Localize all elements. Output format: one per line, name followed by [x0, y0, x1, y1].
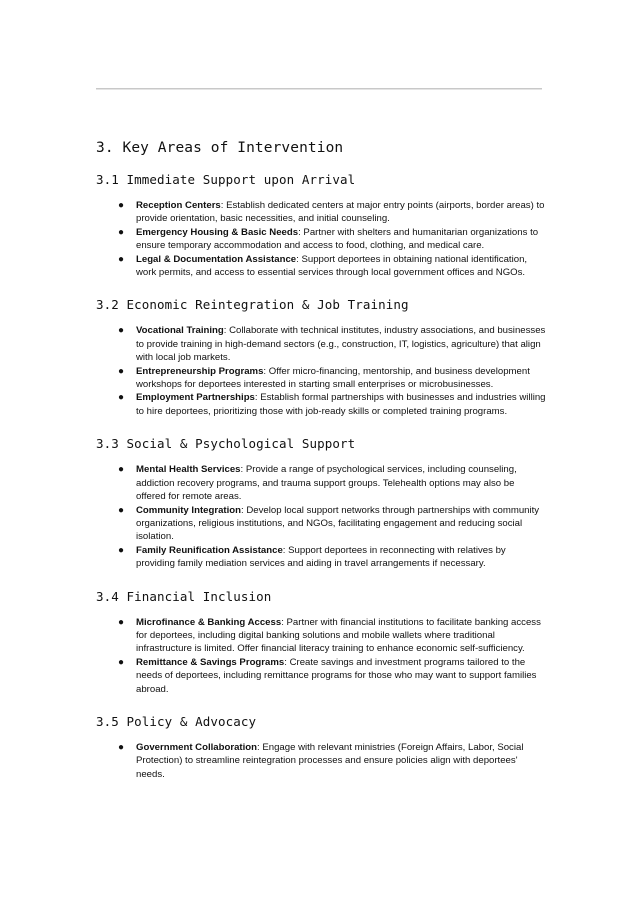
bullet-icon: ● — [118, 325, 125, 337]
bullet-list-3-2 — [96, 324, 546, 418]
bullet-icon: ● — [118, 544, 125, 556]
list-item — [96, 463, 546, 503]
bullet-list-3-1 — [96, 199, 546, 279]
section-heading-3-4: 3.4 Financial Inclusion — [96, 588, 272, 604]
bullet-icon: ● — [118, 392, 125, 404]
bullet-icon: ● — [118, 365, 125, 377]
bullet-icon: ● — [118, 504, 125, 516]
item-text: : Provide a range of psychological services, including counseling, addiction recovery programs, and trauma support groups. Telehealth options may also be offered for remote areas. — [136, 464, 517, 503]
item-term: Microfinance & Banking Access — [136, 616, 282, 628]
section-heading-3-1: 3.1 Immediate Support upon Arrival — [96, 172, 356, 187]
section-heading-3-3: 3.3 Social & Psychological Support — [96, 436, 356, 452]
item-text: : Offer micro-financing, mentorship, and business development workshops for deportees interested in starting small enterprises or microbusinesses. — [136, 365, 530, 391]
bullet-icon: ● — [118, 226, 125, 238]
item-text: : Support deportees in reconnecting with relatives by providing family mediation services and aiding in travel arrangements if necessary. — [136, 544, 506, 570]
bullet-icon: ● — [118, 253, 125, 265]
list-item — [96, 253, 546, 280]
list-item — [96, 544, 546, 571]
item-text: : Create savings and investment programs tailored to the needs of deportees, including remittance programs for those who may want to support families abroad. — [136, 656, 537, 695]
section-heading-3-2: 3.2 Economic Reintegration & Job Training — [96, 297, 409, 313]
item-term: Remittance & Savings Programs — [136, 656, 285, 668]
bullet-list-3-4 — [96, 616, 546, 696]
item-term: Entrepreneurship Programs — [136, 365, 264, 377]
item-term: Legal & Documentation Assistance — [136, 253, 297, 265]
list-item — [96, 741, 546, 781]
item-text: : Develop local support networks through partnerships with community organizations, religious institutions, and NGOs, facilitating engagement and reducing social isolation. — [136, 504, 540, 543]
main-heading: 3. Key Areas of Intervention — [96, 140, 344, 156]
item-term: Vocational Training — [136, 325, 224, 337]
list-item — [96, 504, 546, 544]
bullet-icon: ● — [118, 616, 125, 628]
item-text: : Establish formal partnerships with businesses and industries willing to hire deportees, prioritizing those with job-ready skills or completed training programs. — [136, 392, 546, 417]
list-item — [96, 365, 546, 392]
list-item — [96, 324, 546, 364]
item-term: Community Integration — [136, 504, 241, 516]
item-text: : Engage with relevant ministries (Foreign Affairs, Labor, Social Protection) to streamline reintegration processes and ensure policies align with deportees' needs. — [136, 741, 524, 780]
list-item — [96, 616, 546, 656]
list-item — [96, 226, 546, 253]
header-divider — [96, 88, 542, 90]
item-text: : Partner with financial institutions to facilitate banking access for deportees, including digital banking solutions and mobile wallets where traditional infrastructure is limited. Offer financial literacy training to enhance economic self-sufficiency. — [136, 616, 541, 655]
section-heading-3-5: 3.5 Policy & Advocacy — [96, 713, 257, 729]
item-text: : Support deportees in obtaining national identification, work permits, and access to essential services through local government offices and NGOs. — [136, 253, 528, 279]
item-text: : Establish dedicated centers at major entry points (airports, border areas) to provide orientation, basic necessities, and initial counseling. — [136, 200, 545, 225]
item-term: Emergency Housing & Basic Needs — [136, 226, 299, 238]
list-item — [96, 391, 546, 418]
bullet-icon: ● — [118, 741, 125, 753]
item-term: Family Reunification Assistance — [136, 544, 283, 556]
bullet-icon: ● — [118, 200, 125, 211]
item-term: Government Collaboration — [136, 741, 257, 753]
bullet-icon: ● — [118, 656, 125, 668]
list-item — [96, 656, 546, 696]
document-body — [96, 140, 546, 799]
item-text: : Partner with shelters and humanitarian organizations to ensure temporary accommodation and access to food, clothing, and medical care. — [136, 226, 539, 252]
bullet-list-3-3 — [96, 463, 546, 570]
item-term: Mental Health Services — [136, 464, 241, 476]
bullet-list-3-5 — [96, 741, 546, 781]
list-item — [96, 199, 546, 226]
item-text: : Collaborate with technical institutes, industry associations, and businesses to provide training in high-demand sectors (e.g., construction, IT, logistics, agriculture) that align with local job markets. — [136, 325, 546, 364]
item-term: Reception Centers — [136, 200, 221, 211]
bullet-icon: ● — [118, 464, 125, 476]
item-term: Employment Partnerships — [136, 392, 255, 404]
